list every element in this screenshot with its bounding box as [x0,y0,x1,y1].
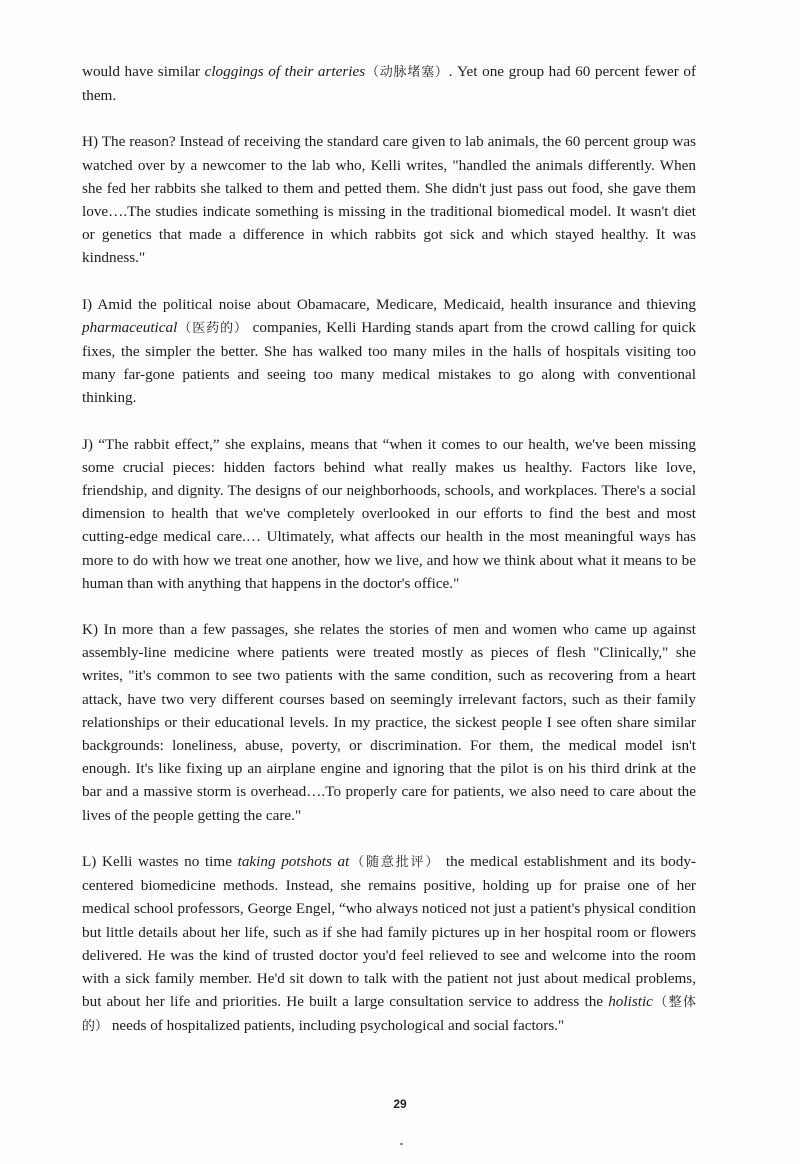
paragraph-l [82,850,696,1039]
paragraph-g-continued [82,60,696,107]
text-run: would have similar [82,63,205,80]
text-run: H) The reason? Instead of receiving the standard care given to lab animals, the 60 percent group was watched over by a newcomer to the lab who, Kelli writes, "handled the animals differently. When she fed her rabbits she talked to them and petted them. She didn't just pass out food, she gave them love….The studies indicate something is missing in the traditional biomedical model. It wasn't diet or genetics that made a difference in which rabbits got sick and which stayed healthy. It was kindness." [82,133,696,267]
page-number: 29 [393,1097,407,1111]
paragraph-j [82,433,696,595]
text-run: I) Amid the political noise about Obamacare, Medicare, Medicaid, health insurance and thieving [82,295,696,313]
italic-term: holistic [608,993,653,1011]
chinese-gloss: （医药的） [177,320,248,336]
paragraph-i [82,293,696,410]
italic-term: taking potshots at [237,852,350,870]
document-body [82,60,696,1062]
scan-speck [400,1143,403,1145]
paragraph-k [82,618,696,827]
text-run: needs of hospitalized patients, including psychological and social factors." [108,1017,565,1035]
italic-term: cloggings of their arteries [204,63,366,80]
text-run: the medical establishment and its body-centered biomedicine methods. Instead, she remains positive, holding up for praise one of her medical school professors, George Engel, “who always noticed not just a patient's physical condition but little details about her life, such as if she had family pictures up in her hospital room or flowers delivered. He was the kind of trusted doctor you'd feel relieved to see and welcome into the room with a sick family member. He'd sit down to talk with the patient not just about medical problems, but about her life and priorities. He built a large consultation service to address the [82,852,696,1011]
text-run: . Yet one group had 60 percent fewer of them. [82,63,696,105]
text-run: L) Kelli wastes no time [82,852,238,870]
italic-term: pharmaceutical [82,318,178,336]
chinese-gloss: （整体的） [82,995,696,1035]
chinese-gloss: （随意批评） [349,854,441,870]
paragraph-h [82,130,696,269]
text-run: J) “The rabbit effect,” she explains, means that “when it comes to our health, we've been missing some crucial pieces: hidden factors behind what really makes us healthy. Factors like love, friendship, and dignity. The designs of our neighborhoods, schools, and workplaces. There's a social dimension to health that we've completely overlooked in our efforts to find the best and most cutting-edge medical care.… Ultimately, what affects our health in the most meaningful ways has more to do with how we treat one another, how we live, and how we think about what it means to be human than with anything that happens in the doctor's office." [82,435,696,592]
text-run: companies, Kelli Harding stands apart from the crowd calling for quick fixes, the simpler the better. She has walked too many miles in the halls of hospitals visiting too many far-gone patients and seeing too many medical mistakes to go along with conventional thinking. [82,318,696,407]
text-run: K) In more than a few passages, she relates the stories of men and women who came up against assembly-line medicine where patients were treated mostly as pieces of flesh "Clinically," she writes, "it's common to see two patients with the same condition, such as recovering from a heart attack, have two very different courses based on seemingly irrelevant factors, such as their family relationships or their educational levels. In my practice, the sickest people I see often share similar backgrounds: loneliness, abuse, poverty, or discrimination. For them, the medical model isn't enough. It's like fixing up an airplane engine and ignoring that the pilot is on his third drink at the bar and a massive storm is overhead….To properly care for patients, we also need to care about the lives of the people getting the care." [82,621,696,824]
chinese-gloss: （动脉堵塞） [365,65,449,80]
